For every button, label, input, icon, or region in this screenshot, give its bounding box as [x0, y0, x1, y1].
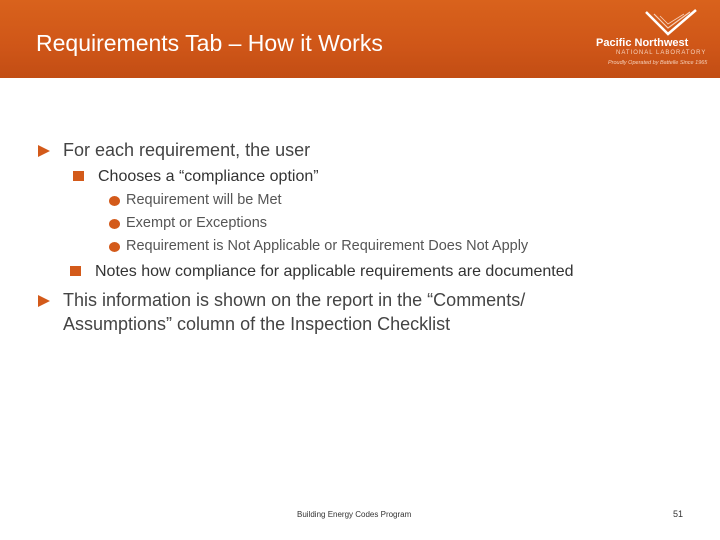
- circle-bullet-icon: [109, 242, 120, 252]
- circle-bullet-icon: [109, 219, 120, 229]
- footer-program: Building Energy Codes Program: [297, 510, 412, 519]
- logo-tagline: Proudly Operated by Battelle Since 1965: [608, 60, 708, 66]
- bullet-text: Exempt or Exceptions: [126, 215, 268, 231]
- circle-bullet-icon: [109, 196, 120, 206]
- bullet-text: Chooses a “compliance option”: [98, 168, 319, 185]
- page-number: 51: [673, 509, 684, 519]
- bullet-text: Requirement will be Met: [126, 192, 282, 208]
- triangle-bullet-icon: [38, 145, 50, 157]
- square-bullet-icon: [70, 266, 81, 276]
- square-bullet-icon: [73, 171, 84, 181]
- slide-title: Requirements Tab – How it Works: [36, 30, 383, 56]
- bullet-text-line2: Assumptions” column of the Inspection Checklist: [63, 314, 451, 334]
- bullet-text: For each requirement, the user: [63, 140, 311, 160]
- logo-name: Pacific Northwest: [596, 37, 689, 49]
- bullet-text: Notes how compliance for applicable requirements are documented: [95, 263, 574, 280]
- triangle-bullet-icon: [38, 295, 50, 307]
- bullet-text: Requirement is Not Applicable or Requirement Does Not Apply: [126, 238, 529, 254]
- bullet-text-line1: This information is shown on the report in the “Comments/: [63, 290, 526, 310]
- logo-subtitle: NATIONAL LABORATORY: [616, 50, 707, 56]
